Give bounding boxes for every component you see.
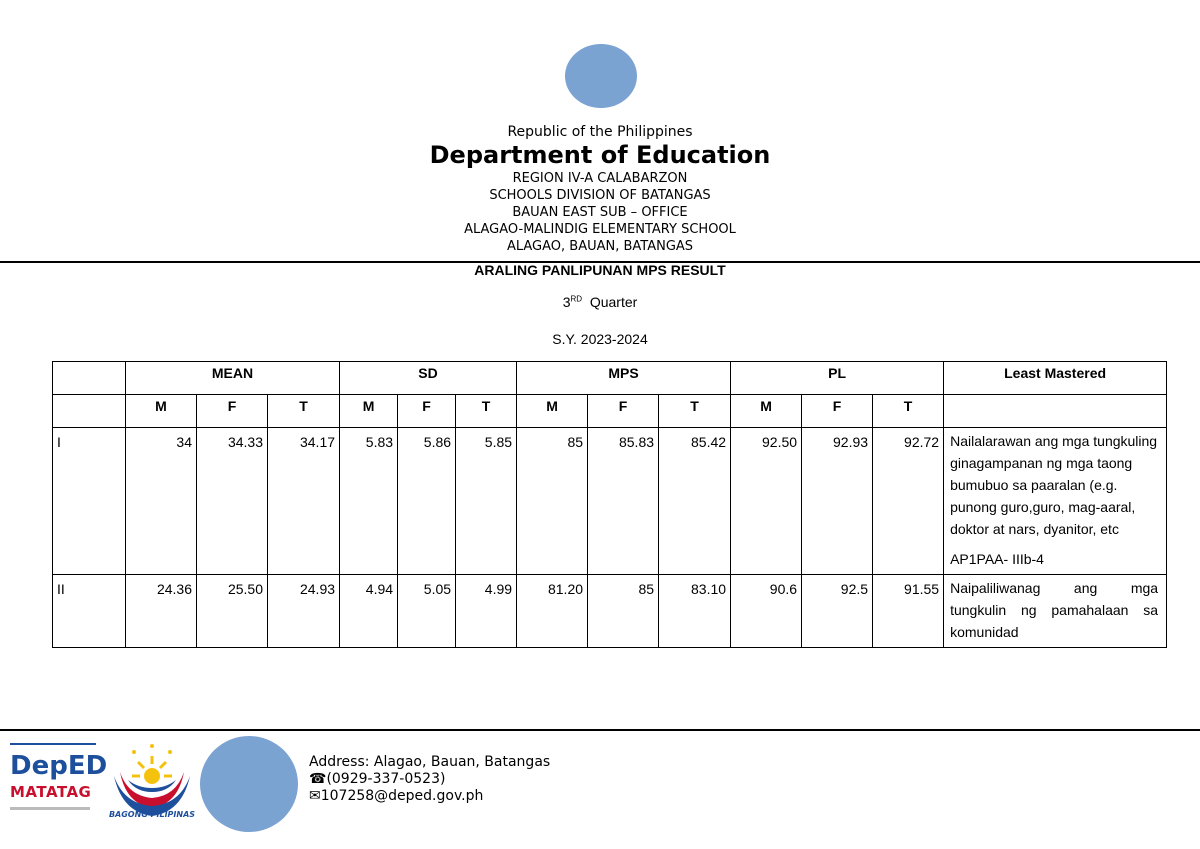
header-least-mastered: Least Mastered [944, 362, 1167, 395]
email-line: ✉107258@deped.gov.ph [309, 788, 484, 804]
phone-line: ☎(0929-337-0523) [309, 771, 446, 787]
value-cell: 4.99 [456, 575, 517, 648]
region-line: REGION IV-A CALABARZON [512, 171, 688, 186]
competency-code: AP1PAA- IIIb-4 [950, 551, 1044, 567]
subheader-f: F [197, 395, 268, 428]
value-cell: 91.55 [873, 575, 944, 648]
quarter-number: 3 [562, 294, 571, 310]
value-cell: 4.94 [340, 575, 398, 648]
subheader-m: M [731, 395, 802, 428]
value-cell: 25.50 [197, 575, 268, 648]
matatag-wordmark: MATATAG [10, 783, 92, 801]
sub-office-line: BAUAN EAST SUB – OFFICE [512, 205, 688, 220]
value-cell: 92.72 [873, 428, 944, 575]
deped-logo [10, 743, 108, 810]
value-cell: 85 [517, 428, 588, 575]
subheader-t: T [659, 395, 731, 428]
value-cell: 5.83 [340, 428, 398, 575]
subheader-t: T [268, 395, 340, 428]
footer-divider [0, 729, 1200, 731]
least-mastered-text: Naipaliliwanag ang mga tungkulin ng pamahalaan sa komunidad [950, 580, 1159, 640]
deped-logo-bar [10, 743, 96, 745]
school-year: S.Y. 2023-2024 [552, 331, 648, 347]
department-name: Department of Education [429, 141, 771, 169]
value-cell: 85.42 [659, 428, 731, 575]
subheader-m: M [126, 395, 197, 428]
table-row [53, 428, 1167, 575]
value-cell: 85.83 [588, 428, 659, 575]
value-cell: 34 [126, 428, 197, 575]
header-sd: SD [340, 362, 517, 395]
value-cell: 34.17 [268, 428, 340, 575]
value-cell: 92.5 [802, 575, 873, 648]
value-cell: 92.50 [731, 428, 802, 575]
least-mastered-cell [944, 575, 1167, 648]
value-cell: 85 [588, 575, 659, 648]
quarter-word: Quarter [589, 294, 638, 310]
value-cell: 5.86 [398, 428, 456, 575]
quarter-label-cell: II [53, 575, 126, 648]
least-mastered-text: Nailalarawan ang mga tungkuling ginagampanan ng mga taong bumubuo sa paaralan (e.g. punong guro,guro, mag-aaral, doktor at nars, dyanitor, etc [950, 433, 1158, 537]
least-mastered-cell [944, 428, 1167, 575]
republic-line: Republic of the Philippines [507, 124, 693, 140]
subheader-t: T [456, 395, 517, 428]
sunburst-icon [132, 744, 172, 784]
header-mean: MEAN [126, 362, 340, 395]
quarter-line [0, 294, 1200, 310]
subheader-t: T [873, 395, 944, 428]
blank-subheader-cell [53, 395, 126, 428]
quarter-label-cell: I [53, 428, 126, 575]
subheader-f: F [398, 395, 456, 428]
bagong-pilipinas-label: BAGONG PILIPINAS [108, 810, 196, 819]
report-title: ARALING PANLIPUNAN MPS RESULT [474, 262, 726, 278]
letterhead [0, 124, 1200, 255]
deped-tagline-bar [10, 807, 90, 810]
mps-results-table [52, 361, 1167, 648]
value-cell: 83.10 [659, 575, 731, 648]
contact-block [309, 754, 550, 805]
value-cell: 24.93 [268, 575, 340, 648]
address-line: Address: Alagao, Bauan, Batangas [309, 754, 551, 770]
school-seal-bottom [200, 736, 298, 832]
value-cell: 92.93 [802, 428, 873, 575]
subheader-m: M [340, 395, 398, 428]
table-row [53, 575, 1167, 648]
value-cell: 5.85 [456, 428, 517, 575]
group-header-row [53, 362, 1167, 395]
blank-subheader-cell [944, 395, 1167, 428]
value-cell: 34.33 [197, 428, 268, 575]
header-pl: PL [731, 362, 944, 395]
value-cell: 90.6 [731, 575, 802, 648]
school-location: ALAGAO, BAUAN, BATANGAS [506, 239, 694, 254]
blank-header-cell [53, 362, 126, 395]
sub-header-row [53, 395, 1167, 428]
school-seal-top [565, 44, 637, 108]
subheader-f: F [588, 395, 659, 428]
value-cell: 5.05 [398, 575, 456, 648]
quarter-suffix: RD [570, 294, 583, 304]
school-name: ALAGAO-MALINDIG ELEMENTARY SCHOOL [464, 222, 736, 237]
value-cell: 24.36 [126, 575, 197, 648]
subheader-m: M [517, 395, 588, 428]
division-line: SCHOOLS DIVISION OF BATANGAS [489, 188, 711, 203]
subheader-f: F [802, 395, 873, 428]
value-cell: 81.20 [517, 575, 588, 648]
deped-wordmark: DepED [10, 751, 108, 781]
header-mps: MPS [517, 362, 731, 395]
